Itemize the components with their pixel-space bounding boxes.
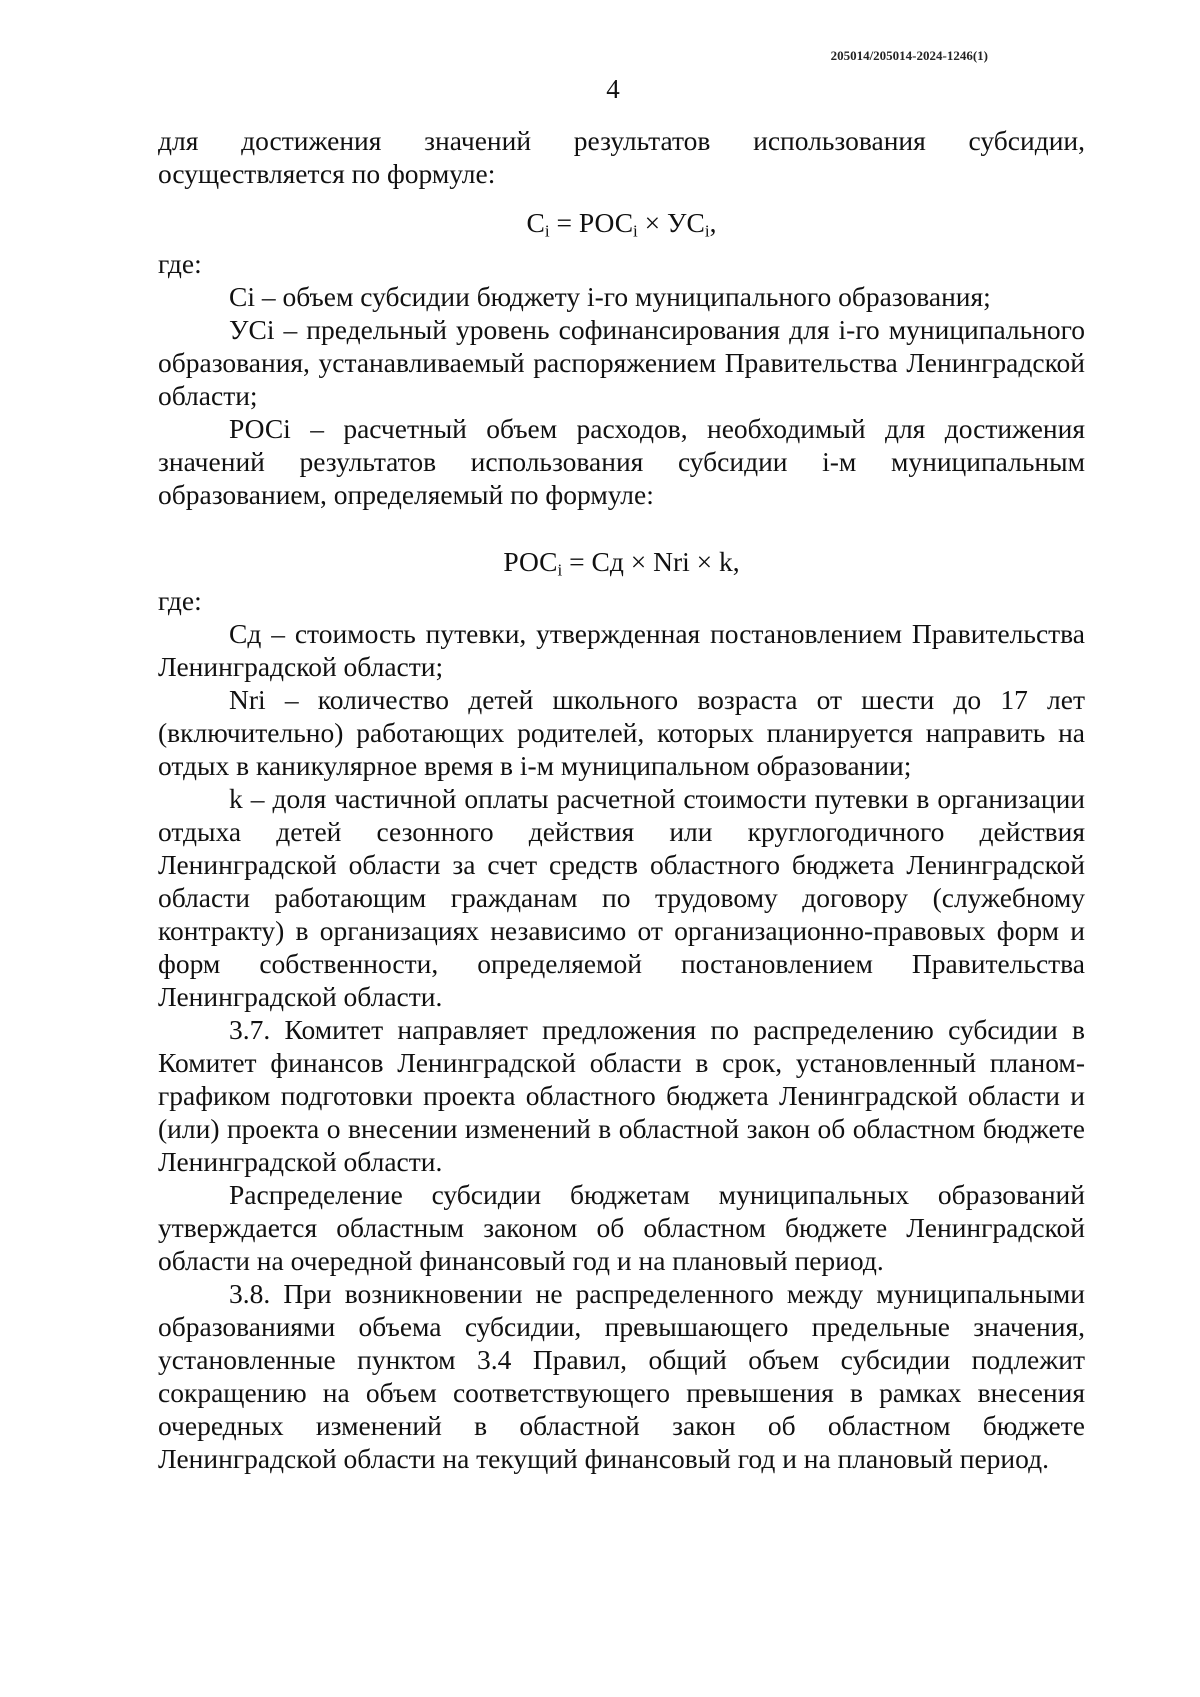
paragraph-3-7: 3.7. Комитет направляет предложения по распределению субсидии в Комитет финансов Ленинградской области в срок, установленный планом-графиком подготовки проекта областного бюджета Ленинградской области и (или) проекта о внесении изменений в областной закон об областном бюджете Ленинградской области. [158,1014,1085,1177]
definition-roci: РОСi – расчетный объем расходов, необходимый для достижения значений результатов использования субсидии i-м муниципальным образованием, определяемый по формуле: [158,413,1085,510]
definition-ci: Ci – объем субсидии бюджету i-го муниципального образования; [229,281,991,312]
formula1-sub-2: i [633,221,638,241]
definition-usi: УСi – предельный уровень софинансирования для i-го муниципального образования, устанавливаемый распоряжением Правительства Ленинградской области; [158,314,1085,411]
formula1-eq-roc: = РОС [549,207,634,238]
document-body [158,124,1085,1475]
formula2-sub: i [557,560,563,580]
formula-estimated-expenses [158,545,1085,578]
formula1-times-us: × УС [637,207,705,238]
definition-k: k – доля частичной оплаты расчетной стоимости путевки в организации отдыха детей сезонного действия или круглогодичного действия Ленинградской области за счет средств областного бюджета Ленинградской области работающим гражданам по трудовому договору (служебному контракту) в организациях независимо от организационно-правовых форм и форм собственности, определяемой постановлением Правительства Ленинградской области. [158,783,1085,1012]
intro-paragraph: для достижения значений результатов использования субсидии, осуществляется по формуле: [158,125,1085,189]
formula-subsidy-volume [158,206,1085,239]
definition-sd: Сд – стоимость путевки, утвержденная постановлением Правительства Ленинградской области; [158,618,1085,682]
where-label-1: где: [158,248,202,279]
paragraph-distribution: Распределение субсидии бюджетам муниципальных образований утверждается областным законом об областном бюджете Ленинградской области на очередной финансовый год и на плановый период. [158,1179,1085,1276]
formula2-roc: РОС [503,546,558,577]
formula1-sub-3: i [704,221,710,241]
formula2-rest: = Сд × Nri × k, [562,546,740,577]
where-label-2: где: [158,585,202,616]
page-number: 4 [606,74,620,104]
formula1-sub-1: i [544,221,550,241]
document-id: 205014/205014-2024-1246(1) [830,48,988,63]
formula1-c: C [526,207,545,238]
paragraph-3-8: 3.8. При возникновении не распределенного между муниципальными образованиями объема субсидии, превышающего предельные значения, установленные пунктом 3.4 Правил, общий объем субсидии подлежит сокращению на объем соответствующего превышения в рамках внесения очередных изменений в областной закон об областном бюджете Ленинградской области на текущий финансовый год и на плановый период. [158,1278,1085,1474]
formula1-tail: , [709,207,717,238]
definition-nri: Nri – количество детей школьного возраста от шести до 17 лет (включительно) работающих родителей, которых планируется направить на отдых в каникулярное время в i-м муниципальном образовании; [158,684,1085,781]
